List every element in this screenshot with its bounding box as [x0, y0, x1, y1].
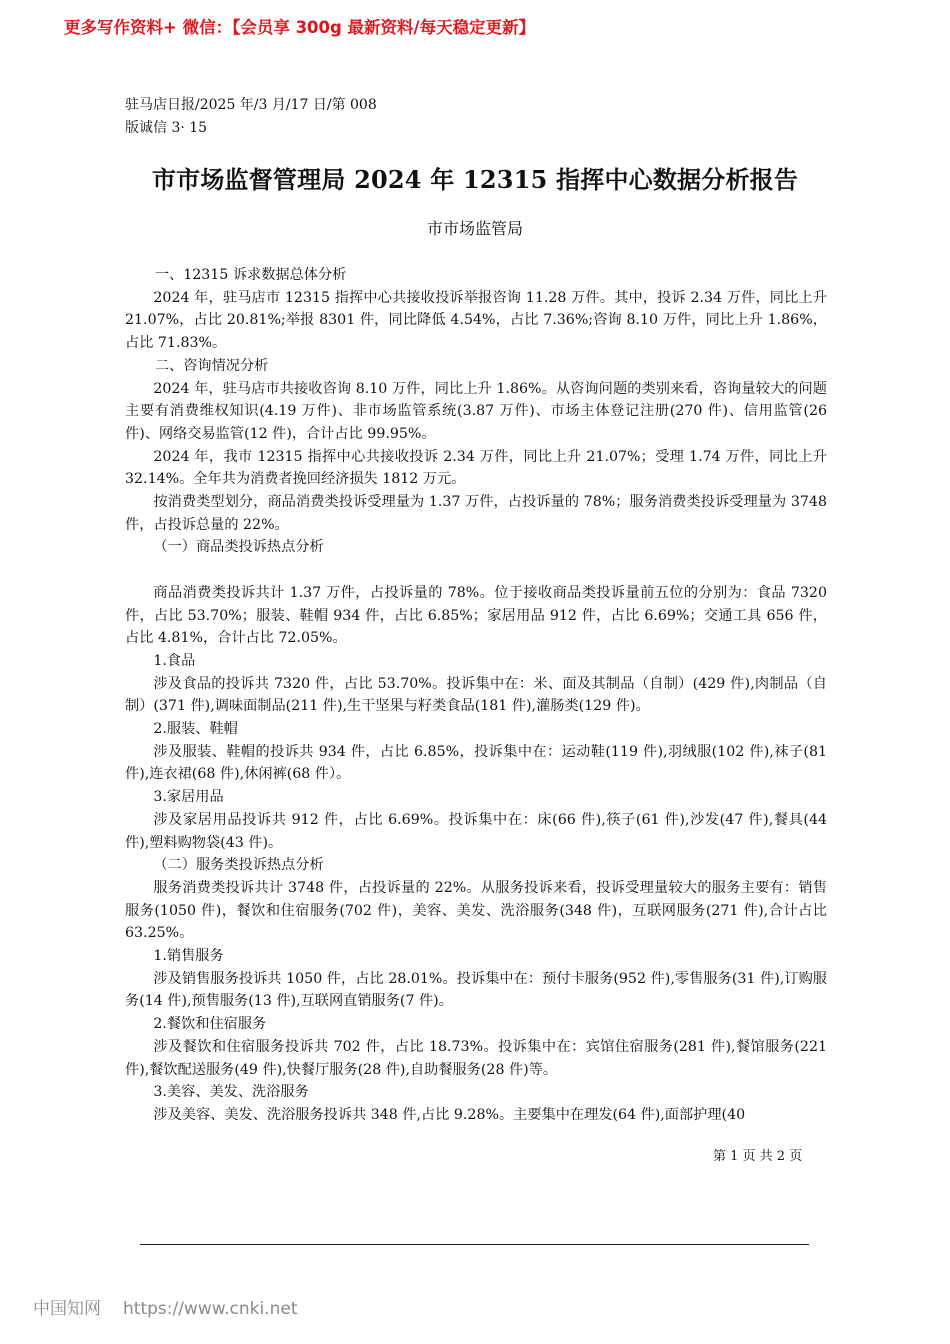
item-heading: 1.销售服务 [153, 948, 224, 965]
paragraph: 涉及家居用品投诉共 912 件，占比 6.69%。投诉集中在：床(66 件),筷子(61 件),沙发(47 件),餐具(44 件),塑料购物袋(43 件)。 [125, 811, 827, 851]
subsection-heading: （二）服务类投诉热点分析 [153, 857, 324, 874]
item-heading: 3.家居用品 [153, 789, 224, 806]
item-heading: 2.餐饮和住宿服务 [153, 1016, 267, 1033]
paragraph: 涉及服装、鞋帽的投诉共 934 件，占比 6.85%，投诉集中在：运动鞋(119 件),羽绒服(102 件),袜子(81 件),连衣裙(68 件),休闲裤(68 件）。 [125, 743, 827, 783]
item-heading: 2.服装、鞋帽 [153, 721, 238, 738]
paragraph: 2024 年，驻马店市 12315 指挥中心共接收投诉举报咨询 11.28 万件。其中，投诉 2.34 万件，同比上升 21.07%，占比 20.81%;举报 8301 件，同比降低 4.54%，占比 7.36%;咨询 8.10 万件，同比上升 1.86%，占比 71.83%。 [125, 289, 827, 352]
paragraph: 2024 年，驻马店市共接收咨询 8.10 万件，同比上升 1.86%。从咨询问题的类别来看，咨询量较大的问题主要有消费维权知识(4.19 万件)、非市场监管系统(3.87 万件)、市场主体登记注册(270 件)、信用监管(26 件)、网络交易监管(12 件)，合计占比 99.95%。 [125, 380, 827, 442]
paragraph: 涉及销售服务投诉共 1050 件，占比 28.01%。投诉集中在：预付卡服务(952 件),零售服务(31 件),订购服务(14 件),预售服务(13 件),互联网直销服务(7 件)。 [125, 970, 827, 1010]
paragraph: 按消费类型划分，商品消费类投诉受理量为 1.37 万件，占投诉量的 78%；服务消费类投诉受理量为 3748 件，占投诉总量的 22%。 [125, 494, 827, 533]
subsection-heading: （一）商品类投诉热点分析 [153, 539, 324, 556]
paragraph: 2024 年，我市 12315 指挥中心共接收投诉 2.34 万件，同比上升 21.07%；受理 1.74 万件，同比上升 32.14%。全年共为消费者挽回经济损失 1812 万元。 [125, 448, 827, 488]
page-line: 版诚信 3· 15 [125, 120, 208, 136]
cnki-watermark [33, 1294, 297, 1319]
paragraph: 涉及食品的投诉共 7320 件，占比 53.70%。投诉集中在：米、面及其制品（自制）(429 件),肉制品（自制）(371 件),调味面制品(211 件),生干坚果与籽类食品(181 件),灌肠类(129 件)。 [125, 675, 827, 715]
paragraph: 涉及美容、美发、洗浴服务投诉共 348 件,占比 9.28%。主要集中在理发(64 件),面部护理(40 [153, 1107, 746, 1123]
section-heading: 二、咨询情况分析 [154, 357, 269, 374]
page-indicator: 第 1 页 共 2 页 [713, 1149, 803, 1164]
paragraph: 服务消费类投诉共计 3748 件，占投诉量的 22%。从服务投诉来看，投诉受理量较大的服务主要有：销售服务(1050 件)，餐饮和住宿服务(702 件)，美容、美发、洗浴服务(348 件)，互联网服务(271 件),合计占比 63.25%。 [125, 879, 827, 942]
promo-banner: 更多写作资料+ 微信：【会员享 300g 最新资料/每天稳定更新】 [64, 18, 536, 37]
watermark-brand: 中国知网 [33, 1299, 101, 1319]
article-body [125, 264, 827, 1127]
paragraph: 商品消费类投诉共计 1.37 万件，占投诉量的 78%。位于接收商品类投诉量前五位的分别为：食品 7320 件，占比 53.70%；服装、鞋帽 934 件，占比 6.85%；家居用品 912 件，占比 6.69%；交通工具 656 件，占比 4.81%，合计占比 72.05%。 [125, 584, 827, 647]
paragraph: 涉及餐饮和住宿服务投诉共 702 件，占比 18.73%。投诉集中在：宾馆住宿服务(281 件),餐馆服务(221 件),餐饮配送服务(49 件),快餐厅服务(28 件),自助餐服务(28 件)等。 [125, 1038, 827, 1078]
blank-line [125, 559, 827, 582]
item-heading: 1.食品 [153, 652, 196, 669]
watermark-url: https://www.cnki.net [123, 1299, 298, 1319]
footer-divider [140, 1244, 809, 1245]
section-heading: 一、12315 诉求数据总体分析 [154, 267, 347, 283]
item-heading: 3.美容、美发、洗浴服务 [153, 1084, 309, 1101]
source-line: 驻马店日报/2025 年/3 月/17 日/第 008 [125, 97, 377, 113]
article-author: 市市场监管局 [426, 219, 523, 238]
article-title: 市市场监督管理局 2024 年 12315 指挥中心数据分析报告 [151, 165, 799, 194]
